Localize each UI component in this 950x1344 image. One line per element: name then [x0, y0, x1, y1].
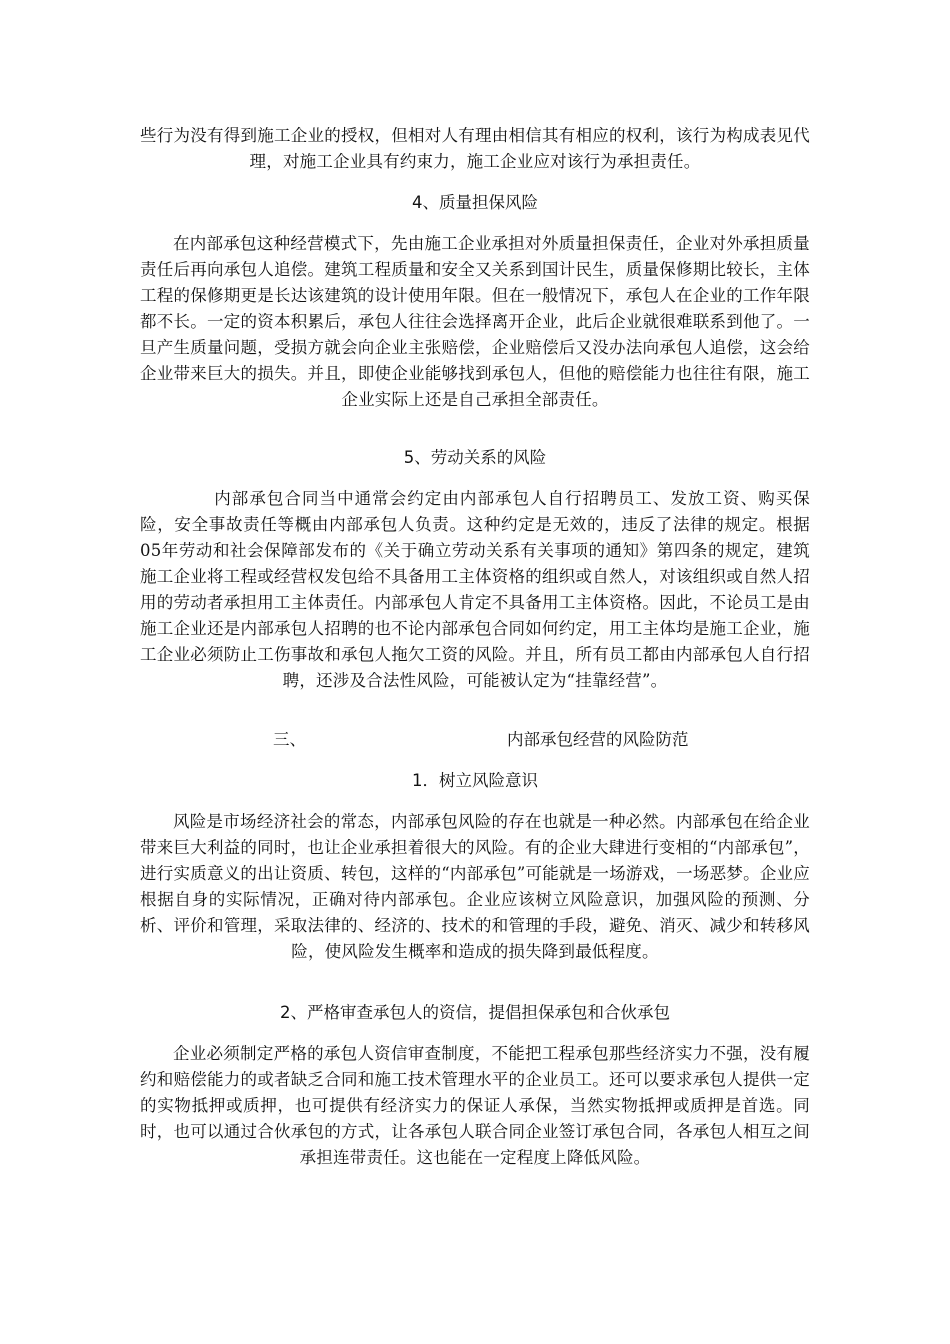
paragraph-labor-relation-risk: 内部承包合同当中通常会约定由内部承包人自行招聘员工、发放工资、购买保险，安全事故责任等概由内部承包人负责。这种约定是无效的，违反了法律的规定。根据05年劳动和社会保障部发布的《关于确立劳动关系有关事项的通知》第四条的规定，建筑施工企业将工程或经营权发包给不具备用工主体资格的组织或自然人，对该组织或自然人招用的劳动者承担用工主体责任。内部承包人肯定不具备用工主体资格。因此，不论员工是由施工企业还是内部承包人招聘的也不论内部承包合同如何约定，用工主体均是施工企业，施工企业必须防止工伤事故和承包人拖欠工资的风险。并且，所有员工都由内部承包人自行招聘，还涉及合法性风险，可能被认定为“挂靠经营”。 — [140, 489, 810, 690]
heading-quality-guarantee-risk: 4、质量担保风险 — [412, 193, 538, 212]
paragraph-quality-guarantee-risk: 在内部承包这种经营模式下，先由施工企业承担对外质量担保责任，企业对外承担质量责任后再向承包人追偿。建筑工程质量和安全又关系到国计民生，质量保修期比较长，主体工程的保修期更是长达该建筑的设计使用年限。但在一般情况下，承包人在企业的工作年限都不长。一定的资本积累后，承包人往往会选择离开企业，此后企业就很难联系到他了。一旦产生质量问题，受损方就会向企业主张赔偿，企业赔偿后又没办法向承包人追偿，这会给企业带来巨大的损失。并且，即使企业能够找到承包人，但他的赔偿能力也往往有限，施工企业实际上还是自己承担全部责任。 — [140, 234, 810, 409]
section-title: 内部承包经营的风险防范 — [507, 730, 689, 749]
paragraph-credit-review: 企业必须制定严格的承包人资信审查制度，不能把工程承包那些经济实力不强，没有履约和赔偿能力的或者缺乏合同和施工技术管理水平的企业员工。还可以要求承包人提供一定的实物抵押或质押，也可提供有经济实力的保证人承保，当然实物抵押或质押是首选。同时，也可以通过合伙承包的方式，让各承包人联合同企业签订承包合同，各承包人相互之间承担连带责任。这也能在一定程度上降低风险。 — [140, 1044, 810, 1167]
heading-risk-awareness: 1．树立风险意识 — [412, 771, 538, 790]
paragraph-intro: 些行为没有得到施工企业的授权，但相对人有理由相信其有相应的权利，该行为构成表见代理，对施工企业具有约束力，施工企业应对该行为承担责任。 — [140, 126, 810, 171]
heading-labor-relation-risk: 5、劳动关系的风险 — [403, 448, 547, 467]
paragraph-risk-awareness: 风险是市场经济社会的常态，内部承包风险的存在也就是一种必然。内部承包在给企业带来巨大利益的同时，也让企业承担着很大的风险。有的企业大肆进行变相的“内部承包”，进行实质意义的出让资质、转包，这样的“内部承包”可能就是一场游戏，一场恶梦。企业应根据自身的实际情况，正确对待内部承包。企业应该树立风险意识，加强风险的预测、分析、评价和管理，采取法律的、经济的、技术的和管理的手段，避免、消灭、减少和转移风险，使风险发生概率和造成的损失降到最低程度。 — [140, 812, 810, 961]
heading-credit-review: 2、严格审查承包人的资信，提倡担保承包和合伙承包 — [280, 1003, 670, 1022]
section-number: 三、 — [273, 730, 306, 749]
section-heading-risk-prevention — [140, 727, 810, 753]
